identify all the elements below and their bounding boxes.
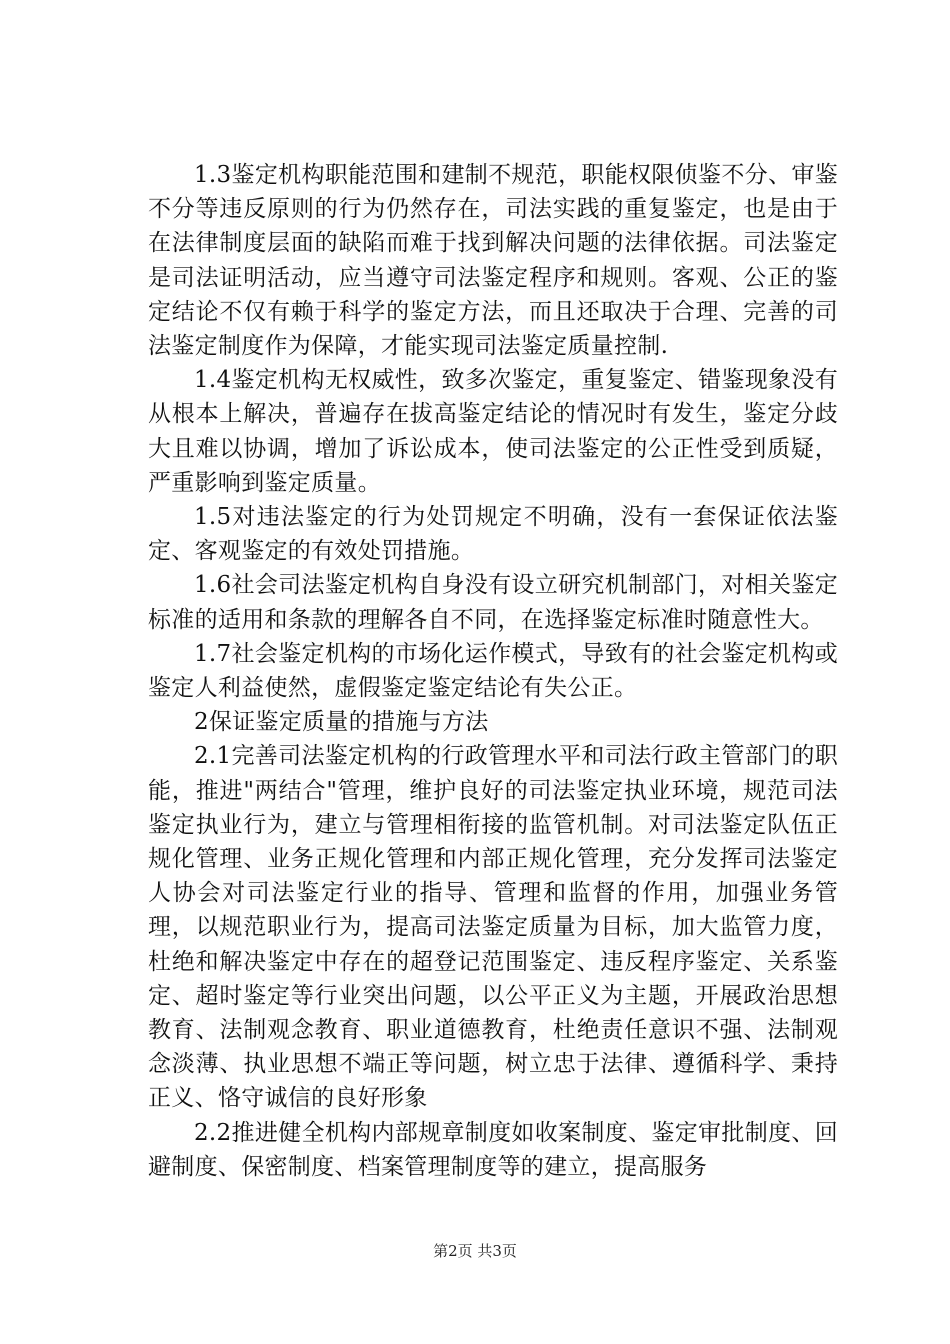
paragraph-2-2: 2.2推进健全机构内部规章制度如收案制度、鉴定审批制度、回避制度、保密制度、档案管理制度等的建立，提高服务 [148, 1119, 838, 1180]
section-heading-2: 2保证鉴定质量的措施与方法 [194, 709, 489, 736]
paragraph-1-3: 1.3鉴定机构职能范围和建制不规范，职能权限侦鉴不分、审鉴不分等违反原则的行为仍然存在，司法实践的重复鉴定，也是由于在法律制度层面的缺陷而难于找到解决问题的法律依据。司法鉴定是司法证明活动，应当遵守司法鉴定程序和规则。客观、公正的鉴定结论不仅有赖于科学的鉴定方法，而且还取决于合理、完善的司法鉴定制度作为保障，才能实现司法鉴定质量控制. [148, 162, 838, 360]
paragraph-1-7: 1.7社会鉴定机构的市场化运作模式，导致有的社会鉴定机构或鉴定人利益使然，虚假鉴定鉴定结论有失公正。 [148, 640, 838, 702]
paragraph-1-6: 1.6社会司法鉴定机构自身没有设立研究机制部门，对相关鉴定标准的适用和条款的理解各自不同，在选择鉴定标准时随意性大。 [148, 572, 838, 633]
paragraph-1-4: 1.4鉴定机构无权威性，致多次鉴定，重复鉴定、错鉴现象没有从根本上解决，普遍存在拔高鉴定结论的情况时有发生，鉴定分歧大且难以协调，增加了诉讼成本，使司法鉴定的公正性受到质疑，严重影响到鉴定质量。 [148, 367, 838, 496]
paragraph-2-1: 2.1完善司法鉴定机构的行政管理水平和司法行政主管部门的职能，推进"两结合"管理，维护良好的司法鉴定执业环境，规范司法鉴定执业行为，建立与管理相衔接的监管机制。对司法鉴定队伍正规化管理、业务正规化管理和内部正规化管理，充分发挥司法鉴定人协会对司法鉴定行业的指导、管理和监督的作用，加强业务管理，以规范职业行为，提高司法鉴定质量为目标，加大监管力度，杜绝和解决鉴定中存在的超登记范围鉴定、违反程序鉴定、关系鉴定、超时鉴定等行业突出问题，以公平正义为主题，开展政治思想教育、法制观念教育、职业道德教育，杜绝责任意识不强、法制观念淡薄、执业思想不端正等问题，树立忠于法律、遵循科学、秉持正义、恪守诚信的良好形象 [148, 743, 838, 1112]
paragraph-1-5: 1.5对违法鉴定的行为处罚规定不明确，没有一套保证依法鉴定、客观鉴定的有效处罚措施。 [148, 504, 838, 565]
document-body [148, 158, 838, 1184]
page-number-footer: 第2页 共3页 [433, 1242, 517, 1260]
